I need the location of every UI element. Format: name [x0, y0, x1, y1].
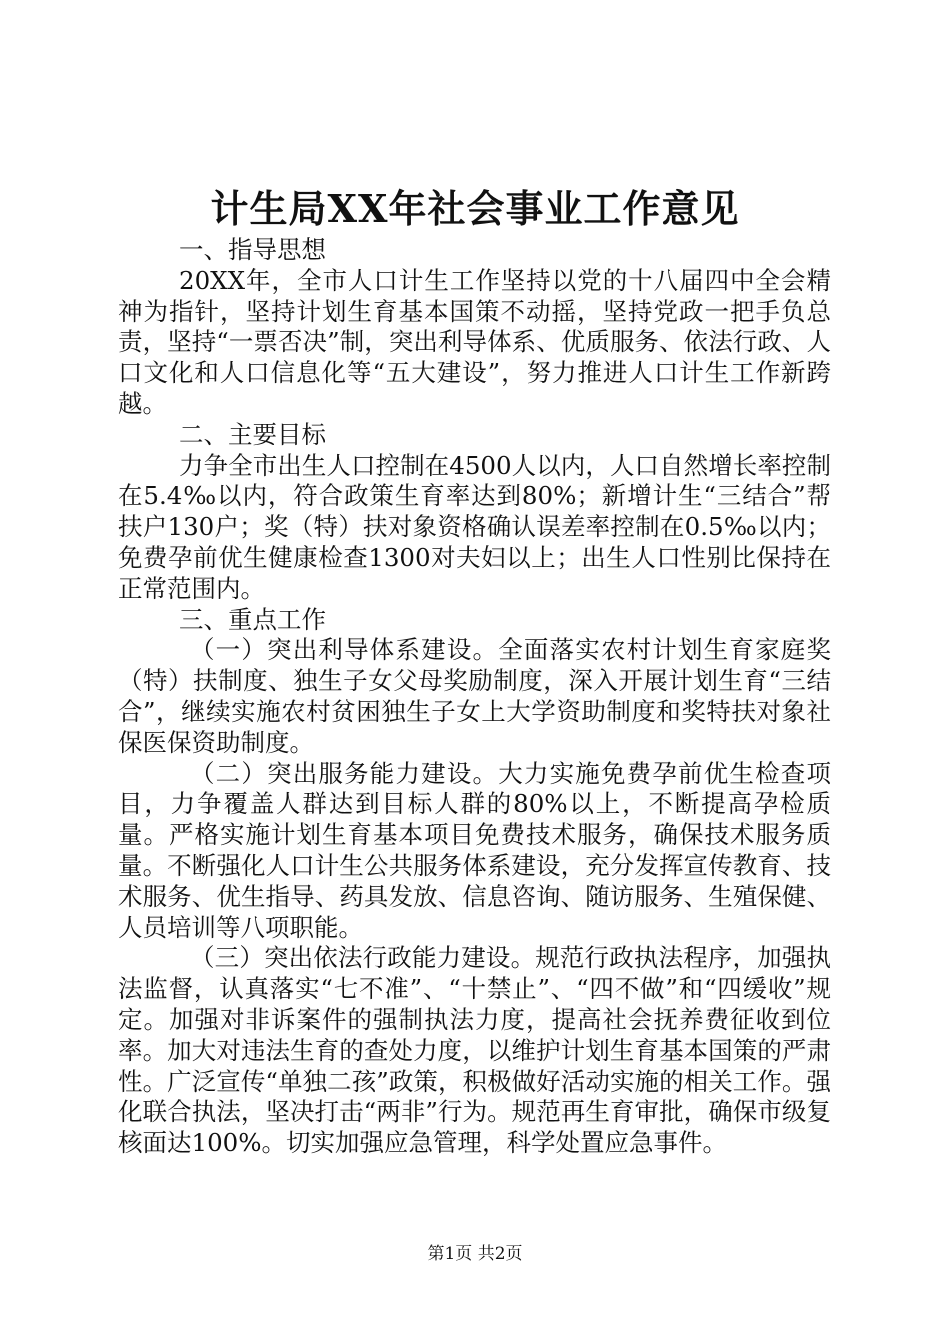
page-footer: 第1页 共2页: [427, 1244, 523, 1264]
paragraph-key-work-2: （二）突出服务能力建设。大力实施免费孕前优生检查项目，力争覆盖人群达到目标人群的80%以上，不断提高孕检质量。严格实施计划生育基本项目免费技术服务，确保技术服务质量。不断强化人口计生公共服务体系建设，充分发挥宣传教育、技术服务、优生指导、药具发放、信息咨询、随访服务、生殖保健、人员培训等八项职能。: [118, 758, 831, 942]
paragraph-key-work-1: （一）突出利导体系建设。全面落实农村计划生育家庭奖（特）扶制度、独生子女父母奖励制度，深入开展计划生育“三结合”，继续实施农村贫困独生子女上大学资助制度和奖特扶对象社保医保资助制度。: [118, 635, 831, 757]
document-title: 计生局XX年社会事业工作意见: [210, 186, 740, 231]
section-heading-key-work: 三、重点工作: [179, 604, 326, 634]
section-heading-main-targets: 二、主要目标: [179, 419, 326, 449]
paragraph-guiding-ideology: 20XX年，全市人口计生工作坚持以党的十八届四中全会精神为指针，坚持计划生育基本国策不动摇，坚持党政一把手负总责，坚持“一票否决”制，突出利导体系、优质服务、依法行政、人口文化和人口信息化等“五大建设”，努力推进人口计生工作新跨越。: [118, 265, 831, 418]
section-heading-guiding-ideology: 一、指导思想: [179, 235, 326, 264]
paragraph-main-targets: 力争全市出生人口控制在4500人以内，人口自然增长率控制在5.4‰以内，符合政策生育率达到80%；新增计生“三结合”帮扶户130户；奖（特）扶对象资格确认误差率控制在0.5‰以内；免费孕前优生健康检查1300对夫妇以上；出生人口性别比保持在正常范围内。: [118, 450, 831, 603]
paragraph-key-work-3: （三）突出依法行政能力建设。规范行政执法程序，加强执法监督，认真落实“七不准”、“十禁止”、“四不做”和“四缓收”规定。加强对非诉案件的强制执法力度，提高社会抚养费征收到位率。加大对违法生育的查处力度，以维护计划生育基本国策的严肃性。广泛宣传“单独二孩”政策，积极做好活动实施的相关工作。强化联合执法，坚决打击“两非”行为。规范再生育审批，确保市级复核面达100%。切实加强应急管理，科学处置应急事件。: [118, 943, 831, 1158]
document-body: [118, 235, 831, 1159]
